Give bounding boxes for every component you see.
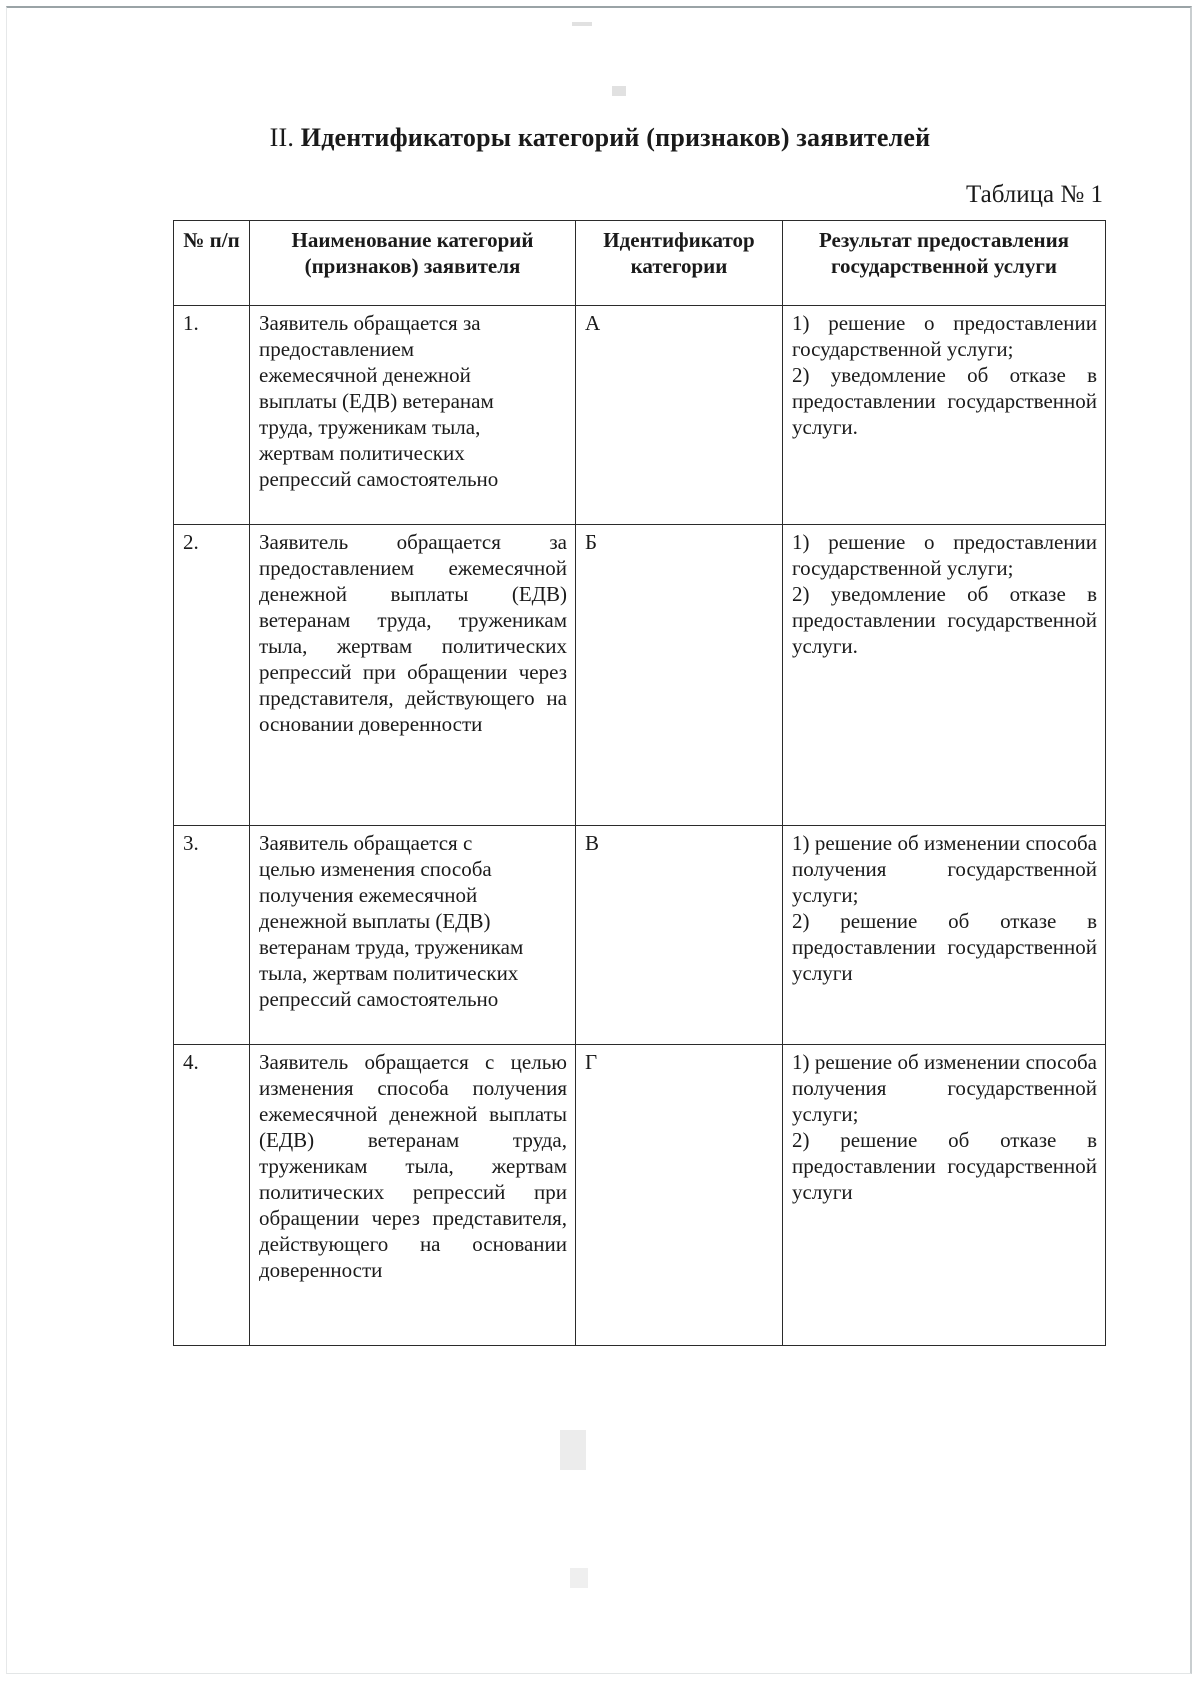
- category-line: предоставлением: [259, 337, 415, 361]
- category-description: Заявитель обращается за предоставлением ежемесячной денежной выплаты (ЕДВ) ветеранам труда, труженикам тыла, жертвам политических репрессий при обращении через представителя, действующего на основании доверенности: [250, 525, 576, 826]
- scan-artifact: [560, 1430, 586, 1470]
- scan-artifact: [612, 86, 626, 96]
- result-item: 2) уведомление об отказе в предоставлении государственной услуги.: [792, 582, 1097, 658]
- service-result: [783, 1045, 1106, 1346]
- applicant-categories-table: [173, 220, 1106, 1346]
- scan-artifact: [572, 22, 592, 26]
- table-row: [174, 306, 1106, 525]
- header-category-identifier: Идентификатор категории: [576, 221, 783, 306]
- row-number: 3.: [174, 826, 250, 1045]
- category-description: [250, 826, 576, 1045]
- category-description: Заявитель обращается с целью изменения способа получения ежемесячной денежной выплаты (ЕДВ) ветеранам труда, труженикам тыла, жертвам политических репрессий при обращении через представителя, действующего на основании доверенности: [250, 1045, 576, 1346]
- table-header-row: [174, 221, 1106, 306]
- row-number: 4.: [174, 1045, 250, 1346]
- table-row: [174, 826, 1106, 1045]
- table-row: [174, 525, 1106, 826]
- category-line: тыла, жертвам политических: [259, 961, 519, 985]
- category-line: репрессий самостоятельно: [259, 467, 499, 491]
- category-identifier: А: [576, 306, 783, 525]
- category-description: [250, 306, 576, 525]
- category-line: ежемесячной денежной: [259, 363, 471, 387]
- table-caption: Таблица № 1: [965, 181, 1103, 208]
- table-row: [174, 1045, 1106, 1346]
- category-line: жертвам политических: [259, 441, 465, 465]
- category-line: выплаты (ЕДВ) ветеранам: [259, 389, 494, 413]
- service-result: [783, 826, 1106, 1045]
- category-line: Заявитель обращается с: [259, 831, 473, 855]
- scan-artifact: [570, 1568, 588, 1588]
- result-item: 1) решение о предоставлении государственной услуги;: [792, 311, 1097, 361]
- service-result: [783, 525, 1106, 826]
- result-item: 1) решение об изменении способа получения государственной услуги;: [792, 831, 1097, 907]
- category-identifier: В: [576, 826, 783, 1045]
- header-service-result: Результат предоставления государственной услуги: [783, 221, 1106, 306]
- service-result: [783, 306, 1106, 525]
- result-item: 1) решение об изменении способа получения государственной услуги;: [792, 1050, 1097, 1126]
- category-line: ветеранам труда, труженикам: [259, 935, 524, 959]
- result-item: 2) решение об отказе в предоставлении государственной услуги: [792, 1128, 1097, 1204]
- result-item: 2) уведомление об отказе в предоставлении государственной услуги.: [792, 363, 1097, 439]
- category-line: Заявитель обращается за: [259, 311, 481, 335]
- section-title: Идентификаторы категорий (признаков) заявителей: [300, 123, 931, 152]
- result-item: 1) решение о предоставлении государственной услуги;: [792, 530, 1097, 580]
- row-number: 2.: [174, 525, 250, 826]
- section-number: II.: [269, 123, 295, 152]
- header-category-name: Наименование категорий (признаков) заявителя: [250, 221, 576, 306]
- category-line: получения ежемесячной: [259, 883, 478, 907]
- header-number: № п/п: [174, 221, 250, 306]
- category-line: репрессий самостоятельно: [259, 987, 499, 1011]
- section-heading: [0, 122, 1200, 154]
- category-identifier: Б: [576, 525, 783, 826]
- category-line: труда, труженикам тыла,: [259, 415, 481, 439]
- result-item: 2) решение об отказе в предоставлении государственной услуги: [792, 909, 1097, 985]
- category-line: целью изменения способа: [259, 857, 492, 881]
- row-number: 1.: [174, 306, 250, 525]
- category-identifier: Г: [576, 1045, 783, 1346]
- category-line: денежной выплаты (ЕДВ): [259, 909, 491, 933]
